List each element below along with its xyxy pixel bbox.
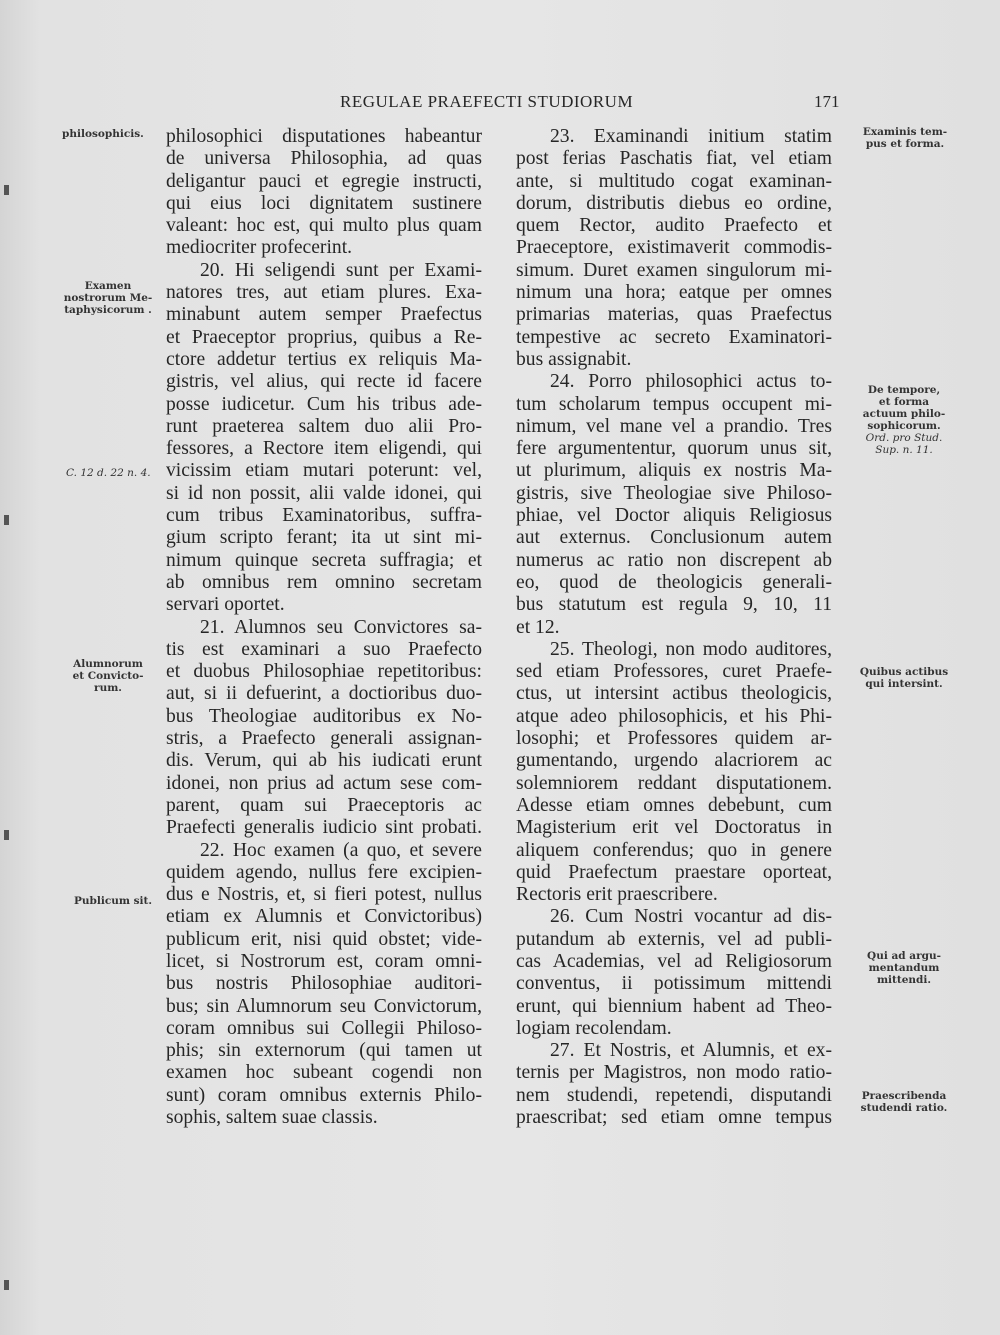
text-column-right xyxy=(516,126,832,1129)
margin-note-publicum xyxy=(74,895,152,907)
text-line: 24. Porro philosophici actus to- xyxy=(550,371,832,393)
text-line: vicissim etiam mutari poterunt: vel, xyxy=(166,460,482,482)
text-line: aliquem conferendus; quo in genere xyxy=(516,839,832,861)
text-line: Praefecti generalis iudicio sint probati. xyxy=(166,817,482,839)
text-line: aut externus. Conclusionum autem xyxy=(516,527,832,549)
margin-note-line: actuum philo- xyxy=(862,408,946,420)
text-line: idonei, non prius ad actum sese com- xyxy=(166,772,482,794)
text-line: fere argumententur, quorum unus sit, xyxy=(516,438,832,460)
margin-note-line: Sup. n. 11. xyxy=(875,444,933,456)
text-line: 20. Hi seligendi sunt per Exami- xyxy=(200,259,482,281)
text-line: et duobus Philosophiae repetitoribus: xyxy=(166,661,482,683)
margin-note-line: mittendi. xyxy=(876,974,932,986)
margin-note-line: mentandum xyxy=(868,962,940,974)
text-line: gium scripto ferant; ita ut sint mi- xyxy=(166,527,482,549)
text-line: ctore addetur tertius ex reliquis Ma- xyxy=(166,348,482,370)
margin-note-examen xyxy=(58,280,158,316)
text-line: dus e Nostris, et, si fieri potest, nullus xyxy=(166,884,482,906)
text-line: dis. Verum, qui ab his iudicati erunt xyxy=(166,750,482,772)
margin-note-qui-ad xyxy=(848,950,960,986)
margin-note-line: rum. xyxy=(94,682,122,694)
binding-mark xyxy=(4,185,9,195)
text-line: mediocriter profecerint. xyxy=(166,237,353,259)
margin-note-line: Examinis tem- xyxy=(862,126,948,138)
text-line: logiam recolendam. xyxy=(516,1017,672,1039)
text-line: phiae, vel Doctor aliquis Religiosus xyxy=(516,505,832,527)
text-line: posse iudicetur. Cum his tribus ade- xyxy=(166,393,482,415)
text-line: bus; sin Alumnorum seu Convictorum, xyxy=(166,995,482,1017)
text-line: sed etiam Professores, curet Praefe- xyxy=(516,661,832,683)
text-line: solemniorem reddant disputationem. xyxy=(516,772,832,794)
text-line: coram omnibus sui Collegii Philoso- xyxy=(166,1017,482,1039)
margin-note-praescribenda xyxy=(848,1090,960,1114)
text-line: bus assignabit. xyxy=(516,348,632,370)
text-line: cum tribus Examinatoribus, suffra- xyxy=(166,505,482,527)
margin-note-line: Alumnorum xyxy=(73,658,143,670)
text-line: deligantur pauci et egregie instructi, xyxy=(166,170,482,192)
text-line: et 12. xyxy=(516,616,560,638)
text-line: Magisterium erit vel Doctoratus in xyxy=(516,817,832,839)
text-line: sunt) coram omnibus externis Philo- xyxy=(166,1084,482,1106)
text-line: natores tres, aut etiam plures. Exa- xyxy=(166,282,482,304)
text-line: tum scholarum tempus occupent mi- xyxy=(516,393,832,415)
text-line: gistris, sive Theologiae sive Philoso- xyxy=(516,482,832,504)
margin-note-line: et forma xyxy=(878,396,930,408)
text-line: nimum quinque secreta suffragia; et xyxy=(166,549,482,571)
text-line: primarias materias, quas Praefectus xyxy=(516,304,832,326)
text-line: post ferias Paschatis fiat, vel etiam xyxy=(516,148,832,170)
text-line: minabunt autem semper Praefectus xyxy=(166,304,482,326)
text-line: losophi; et Professores quidem ar- xyxy=(516,728,832,750)
text-line: Adesse etiam omnes debebunt, cum xyxy=(516,794,832,816)
text-line: de universa Philosophia, ad quas xyxy=(166,148,482,170)
text-line: 27. Et Nostris, et Alumnis, et ex- xyxy=(550,1040,832,1062)
text-line: Rectoris erit praescribere. xyxy=(516,884,718,906)
text-line: et Praeceptor proprius, quibus a Re- xyxy=(166,326,482,348)
text-line: atque adeo philosophicis, et his Phi- xyxy=(516,705,832,727)
text-line: 22. Hoc examen (a quo, et severe xyxy=(200,839,482,861)
margin-note-line: studendi ratio. xyxy=(860,1102,948,1114)
text-line: putandum ab externis, vel ad publi- xyxy=(516,928,832,950)
text-line: tempestive ac secreto Examinatori- xyxy=(516,326,832,348)
margin-note-alumnorum xyxy=(62,658,154,694)
margin-note-line: et Convicto- xyxy=(72,670,144,682)
binding-mark xyxy=(4,515,9,525)
running-title: REGULAE PRAEFECTI STUDIORUM xyxy=(340,92,634,111)
text-line: praescribat; sed etiam omne tempus xyxy=(516,1107,832,1129)
text-line: conventus, ii potissimum mittendi xyxy=(516,973,832,995)
margin-note-tempore xyxy=(848,384,960,456)
text-line: 23. Examinandi initium statim xyxy=(550,126,832,147)
text-line: si id non possit, alii valde idonei, qui xyxy=(166,482,482,504)
text-line: fessores, a Rectore item eligendi, qui xyxy=(166,438,482,460)
margin-note-examinis xyxy=(850,126,960,150)
margin-note-line: taphysicorum . xyxy=(64,304,152,316)
margin-note-line: Quibus actibus xyxy=(859,666,949,678)
text-line: qui eius loci dignitatem sustinere xyxy=(166,192,482,214)
margin-note-line: philosophicis. xyxy=(62,128,144,140)
text-line: 26. Cum Nostri vocantur ad dis- xyxy=(550,906,832,928)
text-line: quidem agendo, nullus fere excipien- xyxy=(166,861,482,883)
text-line: aut, si ii defuerint, a doctioribus duo- xyxy=(166,683,482,705)
margin-note-line: Ord. pro Stud. xyxy=(865,432,943,444)
text-line: quem Rector, audito Praefecto et xyxy=(516,215,832,237)
margin-note-line: De tempore, xyxy=(867,384,941,396)
text-line: ab omnibus rem omnino secretam xyxy=(166,571,482,593)
text-line: erunt, qui biennium habent ad Theo- xyxy=(516,995,832,1017)
text-line: bus Theologiae auditoribus ex No- xyxy=(166,705,482,727)
text-line: 21. Alumnos seu Convictores sa- xyxy=(200,616,482,638)
text-line: eo, quod de theologicis generali- xyxy=(516,571,832,593)
binding-mark xyxy=(4,830,9,840)
margin-note-line: sophicorum. xyxy=(867,420,941,432)
text-line: tis est examinari a suo Praefecto xyxy=(166,638,482,660)
text-line: stris, a Praefecto generali assignan- xyxy=(166,728,482,750)
margin-note-quibus xyxy=(848,666,960,690)
text-line: runt praeterea saltem duo alii Pro- xyxy=(166,415,482,437)
margin-note-line: Qui ad argu- xyxy=(867,950,941,962)
text-line: etiam ex Alumnis et Convictoribus) xyxy=(166,906,482,928)
text-line: nimum, vel mane vel a prandio. Tres xyxy=(516,415,832,437)
text-line: valeant: hoc est, qui multo plus quam xyxy=(166,215,482,237)
text-line: nimum una hora; eatque per omnes xyxy=(516,282,832,304)
text-line: servari oportet. xyxy=(166,594,285,616)
page-number: 171 xyxy=(814,92,840,111)
margin-note-line: Publicum sit. xyxy=(74,895,153,907)
text-column-left xyxy=(166,126,482,1129)
margin-note-line: C. 12 d. 22 n. 4. xyxy=(66,467,151,479)
text-line: ternis per Magistros, non modo ratio- xyxy=(516,1062,832,1084)
margin-note-philosophicis xyxy=(62,128,144,140)
text-line: 25. Theologi, non modo auditores, xyxy=(550,638,832,660)
text-line: bus statutum est regula 9, 10, 11 xyxy=(516,594,832,616)
text-line: parent, quam sui Praeceptoris ac xyxy=(166,794,482,816)
text-line: philosophici disputationes habeantur xyxy=(166,126,482,147)
text-line: phis; sin externorum (qui tamen ut xyxy=(166,1040,482,1062)
text-line: ut plurimum, aliquis ex nostris Ma- xyxy=(516,460,832,482)
margin-note-line: pus et forma. xyxy=(865,138,945,150)
text-line: quid Praefectum praestare oporteat, xyxy=(516,861,832,883)
text-line: licet, si Nostrorum est, coram omni- xyxy=(166,950,482,972)
text-line: cas Academias, vel ad Religiosorum xyxy=(516,950,832,972)
margin-note-line: nostrorum Me- xyxy=(63,292,153,304)
margin-note-line: qui intersint. xyxy=(865,678,943,690)
text-line: numerus ac ratio non discrepent ab xyxy=(516,549,832,571)
margin-note-cross-reference xyxy=(66,467,151,479)
text-line: gumentando, urgendo alacriorem ac xyxy=(516,750,832,772)
text-line: sophis, saltem suae classis. xyxy=(166,1107,378,1129)
text-line: ante, si multitudo cogat examinan- xyxy=(516,170,832,192)
binding-mark xyxy=(4,1280,9,1290)
text-line: publicum erit, nisi quid obstet; vide- xyxy=(166,928,482,950)
text-line: bus nostris Philosophiae auditori- xyxy=(166,973,482,995)
text-line: ctus, ut intersint actibus theologicis, xyxy=(516,683,832,705)
margin-note-line: Examen xyxy=(84,280,132,292)
text-line: Praeceptore, existimaverit commodis- xyxy=(516,237,832,259)
text-line: examen hoc subeant cogendi non xyxy=(166,1062,482,1084)
text-line: gistris, vel alius, qui recte id facere xyxy=(166,371,482,393)
text-line: nem studendi, repetendi, disputandi xyxy=(516,1084,832,1106)
margin-note-line: Praescribenda xyxy=(861,1090,947,1102)
text-line: dorum, distributis diebus eo ordine, xyxy=(516,192,832,214)
text-line: simum. Duret examen singulorum mi- xyxy=(516,259,832,281)
